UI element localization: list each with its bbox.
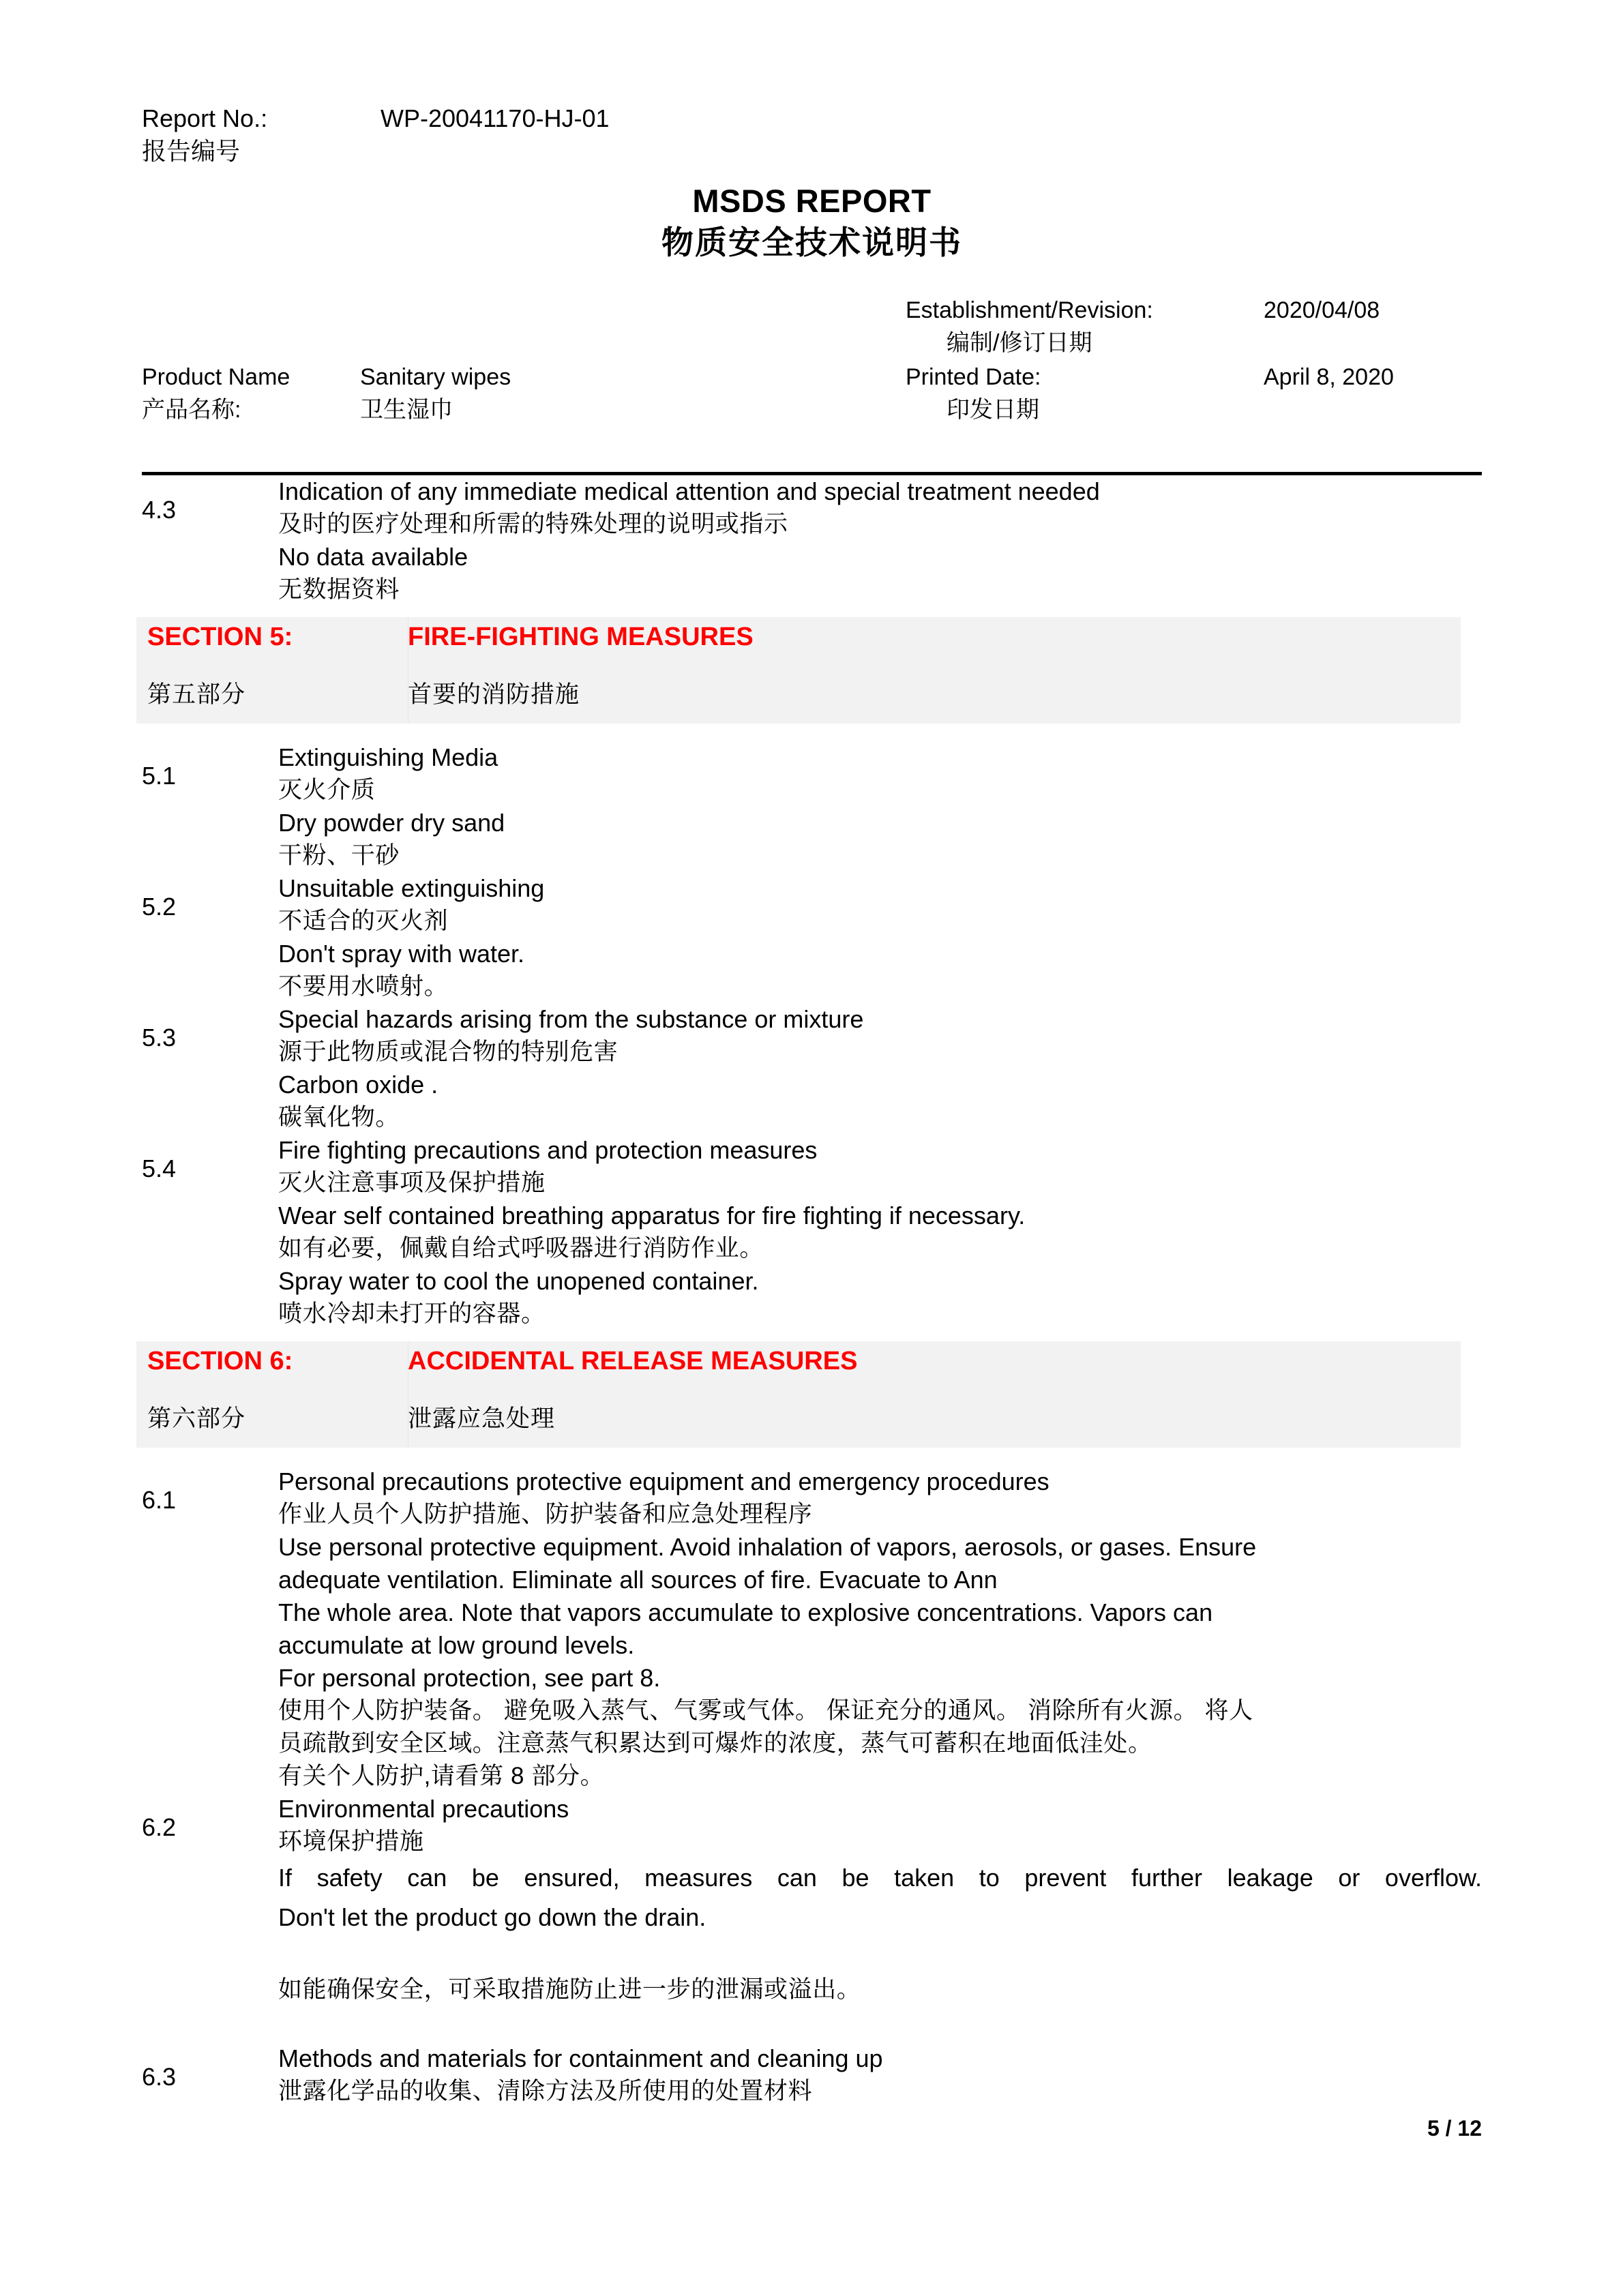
clause-line-cn-2: 使用个人防护装备。 避免吸入蒸气、气雾或气体。 保证充分的通风。 消除所有火源。 将人 xyxy=(278,1697,1253,1724)
clause-content xyxy=(278,1465,1482,1793)
clause-line-en: Indication of any immediate medical attention and special treatment needed xyxy=(278,477,1100,505)
clause-number: 5.1 xyxy=(142,762,177,790)
clause-line-cn-4: 有关个人防护,请看第 8 部分。 xyxy=(278,1763,605,1789)
clause-5-1 xyxy=(0,741,1623,872)
product-name-label-en: Product Name xyxy=(142,364,291,390)
clause-line-en: Unsuitable extinguishing xyxy=(278,874,545,902)
clause-6-3 xyxy=(0,2042,1623,2108)
section-header-6 xyxy=(136,1341,1461,1448)
clause-content xyxy=(278,741,1482,872)
clause-line-en-2: Wear self contained breathing apparatus for fire fighting if necessary. xyxy=(278,1202,1026,1229)
printed-date-value: April 8, 2020 xyxy=(1264,364,1394,390)
clause-line-en: Special hazards arising from the substance or mixture xyxy=(278,1005,864,1033)
clause-line-en-2: Carbon oxide . xyxy=(278,1071,438,1099)
clause-line-cn: 源于此物质或混合物的特别危害 xyxy=(278,1039,619,1065)
clause-content xyxy=(278,1134,1482,1330)
clause-number: 4.3 xyxy=(142,496,177,524)
spacer xyxy=(0,1448,1623,1465)
section-6-title-cn: 泄露应急处理 xyxy=(408,1405,556,1432)
clause-line-en-5: accumulate at low ground levels. xyxy=(278,1631,635,1659)
report-number-row xyxy=(142,102,1482,184)
clause-line-cn: 作业人员个人防护措施、防护装备和应急处理程序 xyxy=(278,1501,813,1527)
clause-line-cn-3: 员疏散到安全区域。注意蒸气积累达到可爆炸的浓度，蒸气可蓄积在地面低洼处。 xyxy=(278,1730,1152,1757)
clause-content xyxy=(278,872,1482,1003)
spacer xyxy=(0,1330,1623,1341)
clause-line-en-4: The whole area. Note that vapors accumulate to explosive concentrations. Vapors can xyxy=(278,1598,1213,1626)
clause-line-en: Environmental precautions xyxy=(278,1795,569,1823)
clause-number: 6.2 xyxy=(142,1813,177,1841)
clause-line-cn: 及时的医疗处理和所需的特殊处理的说明或指示 xyxy=(278,511,788,537)
clause-number: 6.1 xyxy=(142,1486,177,1514)
clause-number: 5.4 xyxy=(142,1154,177,1182)
clause-number: 5.2 xyxy=(142,893,177,921)
clause-line-cn-2: 碳氧化物。 xyxy=(278,1104,400,1131)
section-6-label-en: SECTION 6: xyxy=(147,1347,293,1375)
clause-line-cn-2: 无数据资料 xyxy=(278,576,400,603)
clause-line-cn-2: 如能确保安全，可采取措施防止进一步的泄漏或溢出。 xyxy=(278,1976,861,2003)
clause-content xyxy=(278,2042,1482,2108)
document-body xyxy=(0,475,1623,2108)
section-6-label-cn: 第六部分 xyxy=(147,1405,246,1432)
clause-line-en-2: If safety can be ensured, measures can be taken to prevent further leakage or overflow. xyxy=(278,1864,1482,1892)
clause-number: 5.3 xyxy=(142,1024,177,1052)
document-header xyxy=(142,102,1482,184)
spacer xyxy=(278,1937,1482,1970)
clause-6-1 xyxy=(0,1465,1623,1793)
clause-line-cn-3: 喷水冷却未打开的容器。 xyxy=(278,1300,546,1327)
page-footer xyxy=(0,2114,1623,2143)
spacer xyxy=(0,724,1623,741)
report-no-value: WP-20041170-HJ-01 xyxy=(381,104,610,132)
clause-4-3 xyxy=(0,475,1623,606)
establishment-value: 2020/04/08 xyxy=(1264,297,1380,323)
clause-line-en-3: Don't let the product go down the drain. xyxy=(278,1903,706,1931)
clause-line-en: Extinguishing Media xyxy=(278,743,498,771)
clause-line-cn-2: 不要用水喷射。 xyxy=(278,973,449,1000)
clause-line-en-2: Dry powder dry sand xyxy=(278,809,505,837)
clause-5-2 xyxy=(0,872,1623,1003)
spacer xyxy=(278,2010,1482,2042)
clause-content xyxy=(278,1003,1482,1134)
clause-line-cn: 灭火介质 xyxy=(278,777,376,803)
section-5-title-en: FIRE-FIGHTING MEASURES xyxy=(408,623,754,651)
section-5-label-en: SECTION 5: xyxy=(147,623,293,651)
printed-date-label-cn: 印发日期 xyxy=(947,397,1039,423)
clause-line-cn-2: 如有必要，佩戴自给式呼吸器进行消防作业。 xyxy=(278,1235,764,1262)
clause-line-en: Methods and materials for containment and cleaning up xyxy=(278,2044,883,2072)
product-name-label-cn: 产品名称: xyxy=(142,397,241,423)
clause-number: 6.3 xyxy=(142,2063,177,2091)
product-name-value-cn: 卫生湿巾 xyxy=(360,397,453,423)
clause-line-cn-2: 干粉、干砂 xyxy=(278,842,400,869)
clause-line-cn: 不适合的灭火剂 xyxy=(278,908,449,934)
clause-line-en: Personal precautions protective equipment and emergency procedures xyxy=(278,1467,1049,1495)
clause-line-cn: 环境保护措施 xyxy=(278,1828,424,1855)
clause-5-4 xyxy=(0,1134,1623,1330)
report-no-label-cn: 报告编号 xyxy=(142,137,241,165)
page-number: 5 / 12 xyxy=(1427,2116,1482,2141)
document-meta-grid xyxy=(142,295,1482,445)
section-6-title-en: ACCIDENTAL RELEASE MEASURES xyxy=(408,1347,858,1375)
page-title-cn: 物质安全技术说明书 xyxy=(661,224,962,260)
spacer xyxy=(0,606,1623,617)
clause-line-en-2: Don't spray with water. xyxy=(278,940,525,968)
clause-content xyxy=(278,475,1482,606)
clause-line-en-3: Spray water to cool the unopened container. xyxy=(278,1267,759,1295)
product-name-value-en: Sanitary wipes xyxy=(360,364,511,390)
establishment-label-cn: 编制/修订日期 xyxy=(947,330,1092,356)
clause-line-en: Fire fighting precautions and protection measures xyxy=(278,1136,818,1164)
document-title-block xyxy=(142,181,1482,265)
printed-date-label-en: Printed Date: xyxy=(906,364,1041,390)
clause-line-en-2: Use personal protective equipment. Avoid inhalation of vapors, aerosols, or gases. Ensure xyxy=(278,1533,1257,1561)
clause-line-cn: 泄露化学品的收集、清除方法及所使用的处置材料 xyxy=(278,2078,813,2104)
clause-line-en-3: adequate ventilation. Eliminate all sources of fire. Evacuate to Ann xyxy=(278,1566,998,1594)
clause-content xyxy=(278,1793,1482,2042)
section-5-title-cn: 首要的消防措施 xyxy=(408,681,580,708)
clause-6-2 xyxy=(0,1793,1623,2042)
clause-line-cn: 灭火注意事项及保护措施 xyxy=(278,1169,546,1196)
report-no-label-en: Report No.: xyxy=(142,104,268,132)
clause-line-en-2: No data available xyxy=(278,543,468,571)
clause-5-3 xyxy=(0,1003,1623,1134)
section-header-5 xyxy=(136,617,1461,724)
section-5-label-cn: 第五部分 xyxy=(147,681,246,708)
establishment-label-en: Establishment/Revision: xyxy=(906,297,1153,323)
clause-line-en-6: For personal protection, see part 8. xyxy=(278,1664,661,1692)
page-title-en: MSDS REPORT xyxy=(692,183,932,219)
